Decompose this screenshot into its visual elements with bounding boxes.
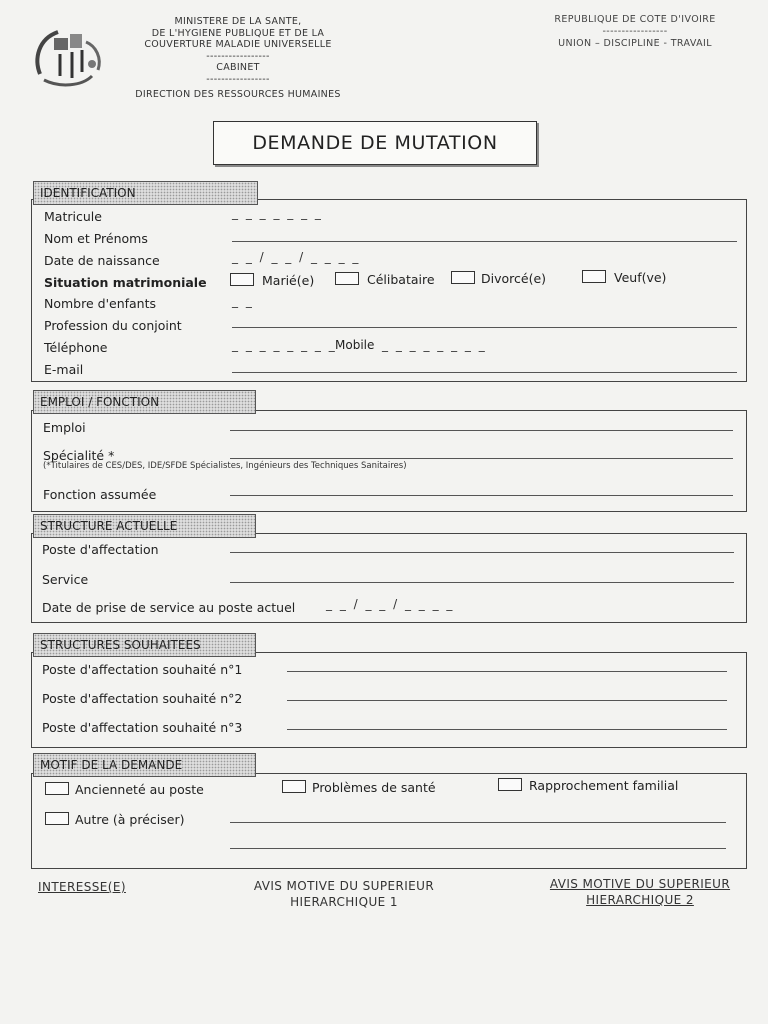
specialite-field[interactable] — [230, 458, 733, 459]
structure-actuelle-header: STRUCTURE ACTUELLE — [33, 514, 256, 538]
email-label: E-mail — [44, 362, 84, 377]
service-field[interactable] — [230, 582, 734, 583]
ministry-header — [108, 16, 368, 101]
ministry-logo — [30, 24, 114, 88]
avis-1-line-1: AVIS MOTIVE DU SUPERIEUR — [253, 879, 435, 893]
poste-souhaite-2-field[interactable] — [287, 700, 727, 701]
avis-2-line-1: AVIS MOTIVE DU SUPERIEUR — [549, 877, 731, 891]
ministry-line-1: MINISTERE DE LA SANTE, — [174, 16, 302, 27]
matricule-field[interactable]: _ _ _ _ _ _ _ — [232, 206, 323, 220]
anciennete-label: Ancienneté au poste — [75, 782, 204, 797]
fonction-field[interactable] — [230, 495, 733, 496]
autre-checkbox[interactable] — [45, 812, 69, 825]
poste-actuel-label: Poste d'affectation — [42, 542, 159, 557]
telephone-field[interactable]: _ _ _ _ _ _ _ _ — [232, 338, 337, 352]
marie-checkbox[interactable] — [230, 273, 254, 286]
identification-section — [31, 199, 747, 382]
structures-souhaitees-header: STRUCTURES SOUHAITEES — [33, 633, 256, 657]
date-prise-field[interactable]: _ _ / _ _ / _ _ _ _ — [326, 597, 455, 611]
specialite-note: (*Titulaires de CES/DES, IDE/SFDE Spécialistes, Ingénieurs des Techniques Sanitaires) — [43, 461, 407, 471]
autre-label: Autre (à préciser) — [75, 812, 185, 827]
anciennete-checkbox[interactable] — [45, 782, 69, 795]
poste-souhaite-3-field[interactable] — [287, 729, 727, 730]
emploi-field[interactable] — [230, 430, 733, 431]
fonction-label: Fonction assumée — [43, 487, 157, 502]
autre-field-2[interactable] — [230, 848, 726, 849]
poste-souhaite-1-field[interactable] — [287, 671, 727, 672]
telephone-label: Téléphone — [44, 340, 108, 355]
avis-1-line-2: HIERARCHIQUE 1 — [290, 895, 398, 909]
form-title: DEMANDE DE MUTATION — [213, 121, 537, 165]
avis-2-line-2: HIERARCHIQUE 2 — [586, 893, 694, 907]
naissance-field[interactable]: _ _ / _ _ / _ _ _ _ — [232, 250, 361, 264]
republic-label: REPUBLIQUE DE COTE D'IVOIRE — [554, 14, 716, 25]
sante-checkbox[interactable] — [282, 780, 306, 793]
profession-label: Profession du conjoint — [44, 318, 182, 333]
matricule-label: Matricule — [44, 209, 102, 224]
celibataire-checkbox[interactable] — [335, 272, 359, 285]
national-motto: UNION – DISCIPLINE - TRAVAIL — [558, 38, 712, 49]
poste-souhaite-3-label: Poste d'affectation souhaité n°3 — [42, 720, 243, 735]
date-prise-label: Date de prise de service au poste actuel — [42, 600, 296, 615]
motif-header: MOTIF DE LA DEMANDE — [33, 753, 256, 777]
veuf-checkbox[interactable] — [582, 270, 606, 283]
avis-superieur-1 — [232, 878, 456, 910]
naissance-label: Date de naissance — [44, 253, 160, 268]
poste-souhaite-2-label: Poste d'affectation souhaité n°2 — [42, 691, 243, 706]
cabinet-label: CABINET — [216, 62, 260, 73]
header-separator-2: ----------------- — [206, 73, 270, 85]
marie-label: Marié(e) — [262, 273, 315, 288]
ministry-line-2: DE L'HYGIENE PUBLIQUE ET DE LA — [151, 27, 325, 39]
rapprochement-label: Rapprochement familial — [529, 778, 679, 793]
ministry-line-3: COUVERTURE MALADIE UNIVERSELLE — [144, 39, 332, 50]
mobile-label: Mobile — [335, 338, 375, 352]
poste-actuel-field[interactable] — [230, 552, 734, 553]
emploi-header: EMPLOI / FONCTION — [33, 390, 256, 414]
divorce-label: Divorcé(e) — [481, 271, 547, 286]
enfants-label: Nombre d'enfants — [44, 296, 157, 311]
interesse-signature: INTERESSE(E) — [38, 880, 126, 894]
nom-field[interactable] — [232, 241, 737, 242]
situation-label: Situation matrimoniale — [44, 275, 207, 290]
republic-separator: ----------------- — [602, 26, 668, 37]
rapprochement-checkbox[interactable] — [498, 778, 522, 791]
profession-field[interactable] — [232, 327, 737, 328]
sante-label: Problèmes de santé — [312, 780, 436, 795]
header-separator: ----------------- — [206, 50, 270, 62]
republic-header — [530, 14, 740, 50]
autre-field[interactable] — [230, 822, 726, 823]
poste-souhaite-1-label: Poste d'affectation souhaité n°1 — [42, 662, 243, 677]
nom-label: Nom et Prénoms — [44, 231, 148, 246]
direction-label: DIRECTION DES RESSOURCES HUMAINES — [135, 89, 341, 100]
celibataire-label: Célibataire — [367, 272, 435, 287]
enfants-field[interactable]: _ _ — [232, 294, 254, 308]
avis-superieur-2 — [528, 876, 752, 908]
veuf-label: Veuf(ve) — [614, 270, 667, 285]
service-label: Service — [42, 572, 89, 587]
divorce-checkbox[interactable] — [451, 271, 475, 284]
specialite-label: Spécialité * — [43, 448, 115, 463]
identification-header: IDENTIFICATION — [33, 181, 258, 205]
email-field[interactable] — [232, 372, 737, 373]
emploi-label: Emploi — [43, 420, 86, 435]
mobile-field[interactable]: _ _ _ _ _ _ _ _ — [382, 338, 487, 352]
